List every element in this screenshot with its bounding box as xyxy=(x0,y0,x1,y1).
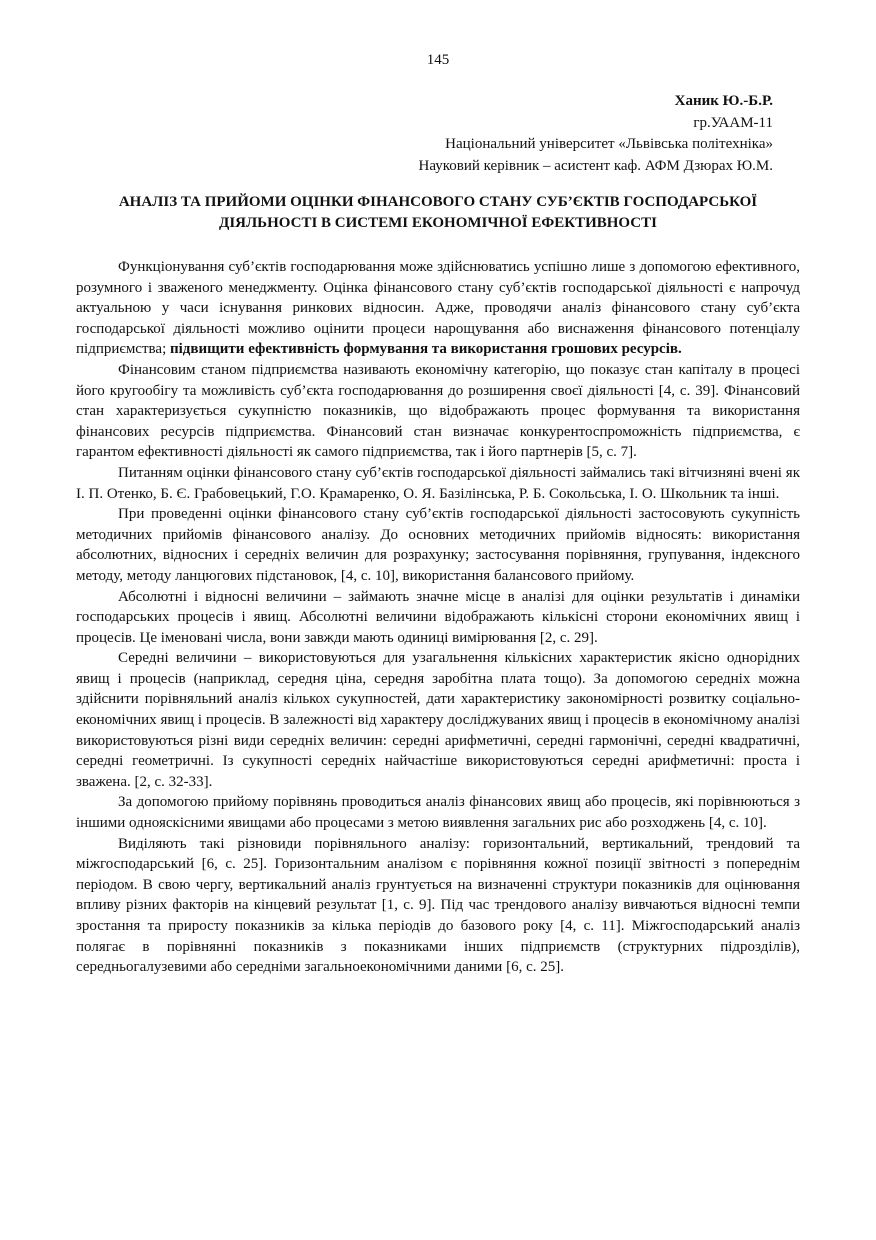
author-supervisor: Науковий керівник – асистент каф. АФМ Дзюрах Ю.М. xyxy=(418,157,773,174)
author-group: гр.УААМ-11 xyxy=(693,114,773,131)
author-name: Ханик Ю.-Б.Р. xyxy=(674,93,773,109)
paragraph-4: При проведенні оцінки фінансового стану суб’єктів господарської діяльності застосовують сукупність методичних прийомів фінансового аналізу. До основних методичних прийомів відносять: використання абсолютних, відносних і середніх величин для розрахунку; застосування порівняння, групування, індексного методу, методу ланцюгових підстановок, [4, с. 10], використання балансового прийому. xyxy=(76,506,800,584)
article-body xyxy=(76,257,800,978)
title-line-2: ДІЯЛЬНОСТІ В СИСТЕМІ ЕКОНОМІЧНОЇ ЕФЕКТИВНОСТІ xyxy=(219,215,657,231)
author-university: Національний університет «Львівська політехніка» xyxy=(445,136,773,152)
paragraph-1-text: Функціонування суб’єктів господарювання може здійснюватись успішно лише з допомогою ефективного, розумного і зваженого менеджменту. Оцінка фінансового стану суб’єктів господарської діяльності є напрочуд актуальною у часи існування ринкових відносин. Адже, проводячи аналіз фінансового стану суб’єкта господарської діяльності можливо оцінити процеси нарощування або виснаження фінансового потенціалу підприємства; xyxy=(76,259,800,358)
title-line-1: АНАЛІЗ ТА ПРИЙОМИ ОЦІНКИ ФІНАНСОВОГО СТАНУ СУБ’ЄКТІВ ГОСПОДАРСЬКОЇ xyxy=(118,194,758,210)
paragraph-5: Абсолютні і відносні величини – займають значне місце в аналізі для оцінки результатів і динаміки господарських процесів і явищ. Абсолютні величини відображають кількісні сторони економічних явищ і процесів. Це іменовані числа, вони завжди мають одиниці вимірювання [2, с. 29]. xyxy=(76,588,800,646)
paragraph-3: Питанням оцінки фінансового стану суб’єктів господарської діяльності займались такі вітчизняні вчені як І. П. Отенко, Б. Є. Грабовецький, Г.О. Крамаренко, О. Я. Базілінська, Р. Б. Сокольська, І. О. Школьник та інші. xyxy=(76,464,800,502)
paragraph-8: Виділяють такі різновиди порівняльного аналізу: горизонтальний, вертикальний, трендовий та міжгосподарський [6, с. 25]. Горизонтальним аналізом є порівняння кожної позиції звітності з попереднім періодом. В свою чергу, вертикальний аналіз грунтується на визначенні структури показників для оцінювання впливу різних факторів на кінцевий результат [1, с. 9]. Під час трендового аналізу вивчаються відносні темпи зростання та приросту показників за кілька періодів до базового року [4, с. 11]. Міжгосподарський аналіз полягає в порівнянні показників з показниками інших підприємств (структурних підрозділів), середньогалузевими або середніми загальноекономічними даними [6, с. 25]. xyxy=(76,835,800,976)
paragraph-6: Середні величини – використовуються для узагальнення кількісних характеристик якісно однорідних явищ і процесів (наприклад, середня ціна, середня заробітна плата тощо). За допомогою середніх можна здійснити порівняльний аналіз кількох сукупностей, дати характеристику закономірності розвитку соціально-економічних явищ і процесів. В залежності від характеру досліджуваних явищ і процесів в економічному аналізі використовуються різні види середніх величин: середні арифметичні, середні гармонічні, середні квадратичні, середні геометричні. Із сукупності середніх найчастіше використовуються середні арифметичні: проста і зважена. [2, с. 32-33]. xyxy=(76,650,800,790)
paragraph-7: За допомогою прийому порівнянь проводиться аналіз фінансових явищ або процесів, які порівнюються з іншими однояскісними явищами або процесами з метою виявлення загальних рис або розходжень [4, с. 10]. xyxy=(76,794,800,832)
paragraph-2: Фінансовим станом підприємства називають економічну категорію, що показує стан капіталу в процесі його кругообігу та можливість суб’єкта господарювання до розширення своєї діяльності [4, с. 39]. Фінансовий стан характеризується сукупністю показників, що відображають процес формування та використання фінансових ресурсів підприємства. Фінансовий стан визначає конкурентоспроможність підприємства, є гарантом ефективності діяльності як самого підприємства, так і його партнерів [5, с. 7]. xyxy=(76,361,800,461)
author-block xyxy=(418,91,773,177)
page-number: 145 xyxy=(426,52,450,68)
article-title xyxy=(76,192,800,234)
paragraph-1 xyxy=(76,257,800,360)
paragraph-1-emphasis: підвищити ефективність формування та використання грошових ресурсів. xyxy=(169,341,682,358)
